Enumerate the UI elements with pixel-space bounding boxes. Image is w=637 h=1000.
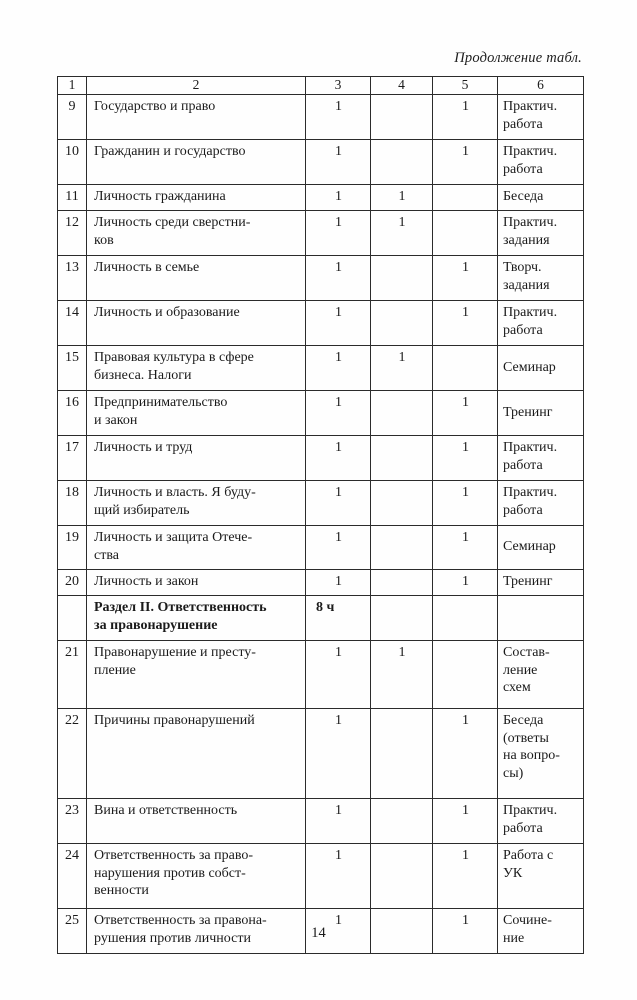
row-number-cell (58, 345, 87, 390)
hours-value: 1 (462, 529, 469, 545)
hours-cell-4 (371, 525, 433, 569)
text-line: Правовая культура в сфере (94, 349, 254, 365)
text-line: рушения против личности (94, 930, 251, 946)
hours-cell-4 (371, 480, 433, 525)
row-number-cell (58, 843, 87, 908)
topic-text: Личность гражданина (94, 189, 226, 204)
control-form-text (498, 436, 583, 479)
row-number: 22 (65, 712, 79, 728)
column-number-cell-4 (371, 77, 433, 95)
hours-cell-5 (433, 255, 498, 300)
hours-cell-5 (433, 210, 498, 255)
topic-cell (87, 480, 306, 525)
hours-value: 1 (335, 349, 342, 365)
text-line: ства (94, 547, 119, 563)
hours-cell-3 (306, 210, 371, 255)
control-form-text (498, 538, 583, 556)
hours-cell-4 (371, 640, 433, 708)
control-form-cell (498, 140, 584, 185)
table-row (58, 390, 584, 435)
topic-text: Гражданин и государство (94, 144, 246, 159)
topic-text (87, 481, 305, 524)
hours-cell-5 (433, 95, 498, 140)
column-number-cell-2 (87, 77, 306, 95)
control-form-text (498, 570, 583, 595)
column-number-label: 1 (68, 77, 76, 92)
hours-cell-5 (433, 140, 498, 185)
hours-value: 1 (335, 304, 342, 320)
hours-value (371, 140, 432, 157)
hours-value: 1 (462, 484, 469, 500)
schedule-table-wrapper (57, 76, 583, 954)
row-number-cell (58, 185, 87, 211)
hours-value (433, 346, 497, 363)
table-row (58, 525, 584, 569)
control-form-cell (498, 640, 584, 708)
control-form-cell (498, 480, 584, 525)
hours-cell-3 (306, 185, 371, 211)
hours-value (433, 211, 497, 228)
hours-cell-3 (306, 480, 371, 525)
hours-value: 1 (462, 802, 469, 818)
hours-value (371, 436, 432, 453)
row-number: 15 (65, 349, 79, 365)
topic-cell (87, 798, 306, 843)
control-form-cell (498, 435, 584, 480)
hours-value (371, 95, 432, 112)
hours-cell-3 (306, 255, 371, 300)
hours-cell-4 (371, 185, 433, 211)
table-row (58, 708, 584, 798)
topic-text: Личность и закон (94, 573, 199, 589)
text-line: Ответственность за право- (94, 847, 254, 863)
text-line: Состав- (503, 644, 550, 660)
table-row (58, 345, 584, 390)
control-form-cell (498, 708, 584, 798)
hours-value (371, 909, 432, 926)
row-number-cell (58, 435, 87, 480)
text-line: сы) (503, 766, 524, 782)
hours-value: 1 (398, 189, 406, 204)
hours-cell-5 (433, 435, 498, 480)
hours-value: 1 (335, 529, 342, 545)
column-number-label: 4 (398, 77, 405, 92)
table-row (58, 185, 584, 211)
row-number-cell (58, 140, 87, 185)
hours-cell-5 (433, 798, 498, 843)
hours-value: 1 (335, 912, 342, 928)
hours-value: 1 (462, 912, 469, 928)
text-line: работа (503, 161, 543, 177)
hours-value: 1 (462, 99, 469, 114)
row-number-cell (58, 798, 87, 843)
hours-cell-4 (371, 345, 433, 390)
row-number-cell (58, 640, 87, 708)
topic-text: Причины правонарушений (94, 712, 255, 728)
row-number: 10 (65, 144, 79, 159)
hours-value: 1 (335, 573, 342, 589)
hours-value (433, 596, 497, 613)
hours-cell-4 (371, 708, 433, 798)
control-form-cell (498, 95, 584, 140)
hours-cell-3 (306, 525, 371, 569)
row-number: 11 (65, 189, 79, 204)
text-line: Работа с (503, 847, 554, 863)
control-form-text (498, 641, 583, 702)
hours-cell-5 (433, 569, 498, 595)
topic-text (87, 346, 305, 389)
hours-cell-5 (433, 345, 498, 390)
text-line: Личность среди сверстни- (94, 214, 251, 230)
hours-cell-4 (371, 798, 433, 843)
hours-value: 1 (335, 802, 342, 818)
hours-value (371, 256, 432, 273)
hours-value: 8 ч (316, 599, 335, 615)
control-form-cell (498, 255, 584, 300)
text-line: Практич. (503, 484, 558, 500)
control-form-cell (498, 569, 584, 595)
hours-cell-3 (306, 595, 371, 640)
text-line: работа (503, 457, 543, 473)
hours-value: 1 (462, 304, 469, 320)
hours-cell-5 (433, 185, 498, 211)
hours-cell-3 (306, 435, 371, 480)
text-line: Личность и защита Отече- (94, 529, 253, 545)
control-form-text (498, 140, 583, 183)
control-form-text (498, 481, 583, 524)
row-number: 16 (65, 394, 79, 410)
column-number-cell-5 (433, 77, 498, 95)
topic-text: Личность в семье (94, 259, 200, 275)
text-line: Практич. (503, 439, 558, 455)
hours-value: 1 (335, 439, 342, 455)
hours-cell-5 (433, 708, 498, 798)
text-line: работа (503, 820, 543, 836)
topic-text (87, 844, 305, 905)
hours-cell-4 (371, 390, 433, 435)
text-line: нарушения против собст- (94, 865, 246, 881)
row-number-cell (58, 390, 87, 435)
hours-value: 1 (335, 644, 342, 660)
text-line: схем (503, 680, 531, 696)
hours-cell-4 (371, 435, 433, 480)
control-form-text (498, 709, 583, 788)
hours-value: 1 (335, 144, 342, 159)
text-line: Тренинг (503, 573, 553, 589)
hours-cell-5 (433, 525, 498, 569)
section-title (87, 596, 305, 639)
text-line: на вопро- (503, 748, 560, 764)
text-line: Личность и власть. Я буду- (94, 484, 256, 500)
text-line: работа (503, 502, 543, 518)
row-number: 14 (65, 304, 79, 320)
row-number-cell (58, 569, 87, 595)
text-line: за правонарушение (94, 617, 218, 633)
control-form-text (498, 404, 583, 422)
row-number-cell (58, 210, 87, 255)
hours-cell-5 (433, 843, 498, 908)
text-line: Правонарушение и престу- (94, 644, 256, 660)
text-line: Практич. (503, 144, 558, 159)
hours-value: 1 (398, 349, 406, 365)
hours-value (371, 526, 432, 543)
row-number-cell (58, 300, 87, 345)
hours-value: 1 (462, 439, 469, 455)
control-form-cell (498, 595, 584, 640)
text-line: Семинар (503, 359, 556, 375)
table-row (58, 255, 584, 300)
control-form-cell (498, 843, 584, 908)
topic-text: Личность и образование (94, 304, 240, 320)
page-number: 14 (311, 925, 326, 941)
control-form-cell (498, 185, 584, 211)
text-line: и закон (94, 412, 138, 428)
hours-cell-4 (371, 300, 433, 345)
row-number-cell (58, 595, 87, 640)
text-line: задания (503, 232, 550, 248)
hours-cell-5 (433, 640, 498, 708)
control-form-cell (498, 390, 584, 435)
hours-value: 1 (462, 712, 469, 728)
hours-cell-4 (371, 843, 433, 908)
control-form-text (498, 185, 583, 210)
topic-cell (87, 390, 306, 435)
hours-cell-3 (306, 140, 371, 185)
hours-value: 1 (335, 484, 342, 500)
topic-text (87, 641, 305, 684)
table-row (58, 798, 584, 843)
row-number: 21 (65, 644, 79, 660)
hours-value: 1 (462, 847, 469, 863)
row-number: 17 (65, 439, 79, 455)
text-line: (ответы (503, 730, 549, 746)
section-header-row (58, 595, 584, 640)
topic-cell (87, 708, 306, 798)
hours-value (371, 570, 432, 587)
topic-cell (87, 640, 306, 708)
hours-value (371, 301, 432, 318)
control-form-text (498, 799, 583, 842)
table-row (58, 140, 584, 185)
topic-cell (87, 569, 306, 595)
control-form-cell (498, 300, 584, 345)
topic-cell (87, 95, 306, 140)
text-line: Практич. (503, 214, 558, 230)
hours-value (371, 799, 432, 816)
text-line: задания (503, 277, 550, 293)
row-number: 9 (68, 99, 76, 114)
hours-value (371, 596, 432, 613)
hours-cell-4 (371, 255, 433, 300)
control-form-text (498, 256, 583, 299)
text-line: УК (503, 865, 523, 881)
row-number-cell (58, 480, 87, 525)
column-number-cell-3 (306, 77, 371, 95)
topic-cell (87, 185, 306, 211)
text-line: Практич. (503, 304, 558, 320)
topic-text (87, 211, 305, 254)
row-number-cell (58, 95, 87, 140)
control-form-text (498, 596, 583, 613)
control-form-cell (498, 210, 584, 255)
text-line: венности (94, 883, 149, 899)
row-number: 24 (65, 847, 79, 863)
hours-cell-4 (371, 95, 433, 140)
hours-value: 1 (335, 847, 342, 863)
hours-value: 1 (398, 214, 406, 230)
hours-value: 1 (335, 189, 342, 204)
topic-text: Государство и право (94, 99, 216, 114)
topic-text (87, 391, 305, 434)
column-number-cell-1 (58, 77, 87, 95)
row-number: 19 (65, 529, 79, 545)
hours-value: 1 (462, 573, 469, 589)
hours-value: 1 (462, 259, 469, 275)
text-line: Беседа (503, 189, 544, 204)
hours-cell-3 (306, 300, 371, 345)
hours-cell-5 (433, 480, 498, 525)
text-line: Ответственность за правона- (94, 912, 267, 928)
control-form-text (498, 359, 583, 377)
row-number (58, 596, 86, 613)
table-row (58, 843, 584, 908)
table-row (58, 95, 584, 140)
control-form-cell (498, 525, 584, 569)
row-number: 20 (65, 573, 79, 589)
hours-value (371, 709, 432, 726)
text-line: ков (94, 232, 114, 248)
row-number: 23 (65, 802, 79, 818)
text-line: Практич. (503, 99, 558, 114)
text-line: Практич. (503, 802, 558, 818)
hours-value (371, 481, 432, 498)
hours-value: 1 (335, 259, 342, 275)
hours-cell-4 (371, 140, 433, 185)
column-number-label: 2 (192, 77, 200, 92)
hours-cell-3 (306, 345, 371, 390)
column-number-label: 3 (334, 77, 342, 92)
topic-text (87, 526, 305, 569)
hours-cell-3 (306, 390, 371, 435)
hours-cell-4 (371, 595, 433, 640)
section-title-cell (87, 595, 306, 640)
hours-cell-3 (306, 708, 371, 798)
control-form-cell (498, 798, 584, 843)
text-line: бизнеса. Налоги (94, 367, 192, 383)
hours-cell-4 (371, 569, 433, 595)
control-form-text (498, 211, 583, 254)
hours-value (433, 185, 497, 202)
text-line: Тренинг (503, 404, 553, 420)
column-number-cell-6 (498, 77, 584, 95)
hours-cell-3 (306, 843, 371, 908)
text-line: пление (94, 662, 136, 678)
control-form-text (498, 301, 583, 344)
topic-cell (87, 345, 306, 390)
topic-text: Вина и ответственность (94, 802, 238, 818)
hours-value: 1 (335, 99, 342, 114)
hours-value (433, 641, 497, 658)
text-line: щий избиратель (94, 502, 190, 518)
text-line: Беседа (503, 712, 544, 728)
topic-text: Личность и труд (94, 439, 193, 455)
topic-cell (87, 210, 306, 255)
hours-cell-5 (433, 300, 498, 345)
text-line: Семинар (503, 539, 556, 555)
hours-cell-3 (306, 95, 371, 140)
table-row (58, 300, 584, 345)
text-line: ление (503, 662, 538, 678)
text-line: работа (503, 322, 543, 338)
row-number: 13 (65, 259, 79, 275)
text-line: Раздел II. Ответственность (94, 599, 267, 615)
hours-cell-5 (433, 595, 498, 640)
hours-value (371, 844, 432, 861)
topic-cell (87, 435, 306, 480)
text-line: Предпринимательство (94, 394, 228, 410)
running-head: Продолжение табл. (454, 50, 582, 66)
text-line: Сочине- (503, 912, 552, 928)
table-body (58, 77, 584, 954)
topic-cell (87, 300, 306, 345)
row-number: 18 (65, 484, 79, 500)
row-number-cell (58, 525, 87, 569)
column-number-row (58, 77, 584, 95)
control-form-text (498, 844, 583, 887)
topic-cell (87, 525, 306, 569)
hours-value: 1 (335, 394, 342, 410)
text-line: Творч. (503, 259, 542, 275)
column-number-label: 5 (461, 77, 469, 92)
hours-value: 1 (335, 712, 342, 728)
table-row (58, 435, 584, 480)
hours-value: 1 (398, 644, 406, 660)
hours-value: 1 (462, 144, 469, 159)
table-row (58, 210, 584, 255)
table-row (58, 480, 584, 525)
schedule-table (57, 76, 584, 954)
table-row (58, 640, 584, 708)
text-line: работа (503, 116, 543, 132)
hours-cell-3 (306, 798, 371, 843)
topic-cell (87, 140, 306, 185)
table-row (58, 569, 584, 595)
row-number: 25 (65, 912, 79, 928)
control-form-cell (498, 345, 584, 390)
hours-cell-3 (306, 569, 371, 595)
hours-cell-3 (306, 640, 371, 708)
row-number-cell (58, 708, 87, 798)
topic-cell (87, 843, 306, 908)
topic-cell (87, 255, 306, 300)
hours-value: 1 (335, 214, 342, 230)
control-form-text (498, 95, 583, 138)
text-line: ние (503, 930, 525, 946)
hours-cell-4 (371, 210, 433, 255)
hours-value: 1 (462, 394, 469, 410)
hours-cell-5 (433, 390, 498, 435)
hours-value (371, 391, 432, 408)
row-number: 12 (65, 214, 79, 230)
row-number-cell (58, 255, 87, 300)
column-number-label: 6 (537, 77, 544, 92)
